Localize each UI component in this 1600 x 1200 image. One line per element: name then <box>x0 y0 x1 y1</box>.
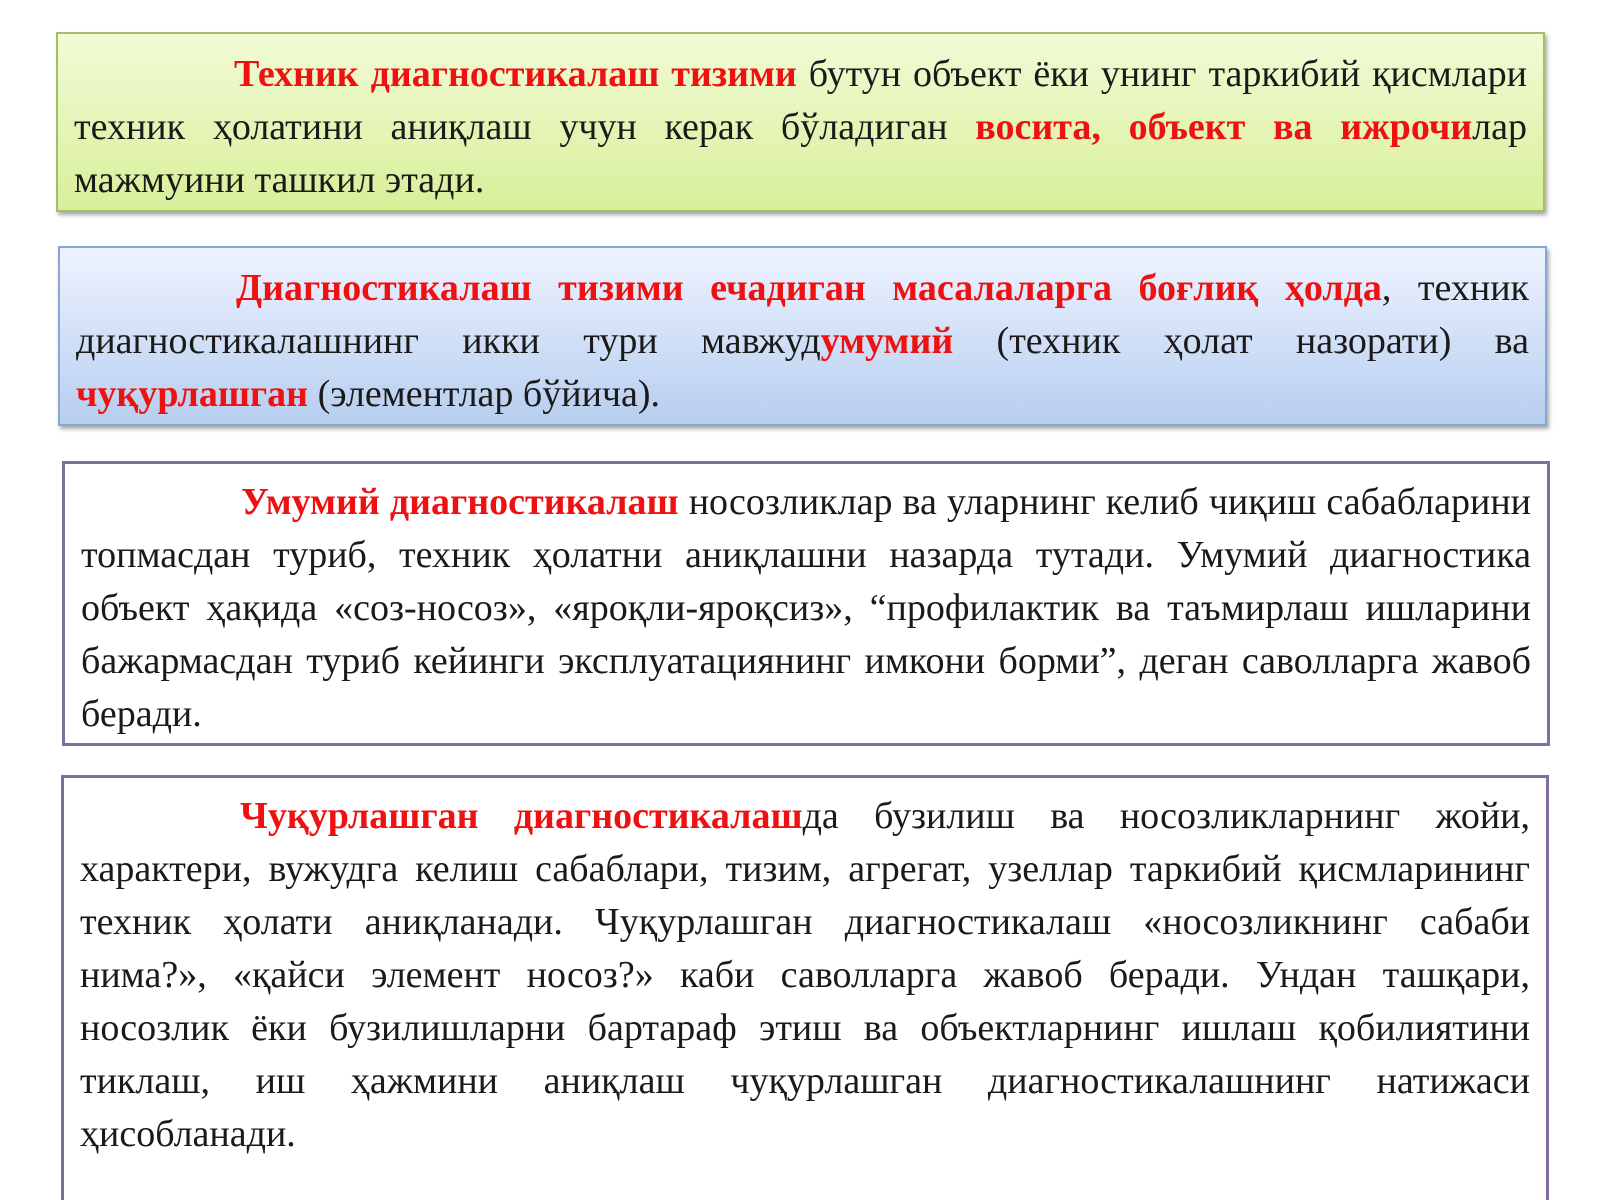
definition-box-types <box>58 246 1547 426</box>
definition-paragraph <box>80 790 1530 1161</box>
body-text: , техник диагностикалашнинг икки тури мавжуд <box>76 267 1529 362</box>
highlight-term: Техник диагностикалаш тизими <box>234 53 797 95</box>
definition-box-general <box>62 461 1550 746</box>
body-text: лар мажмуини ташкил этади. <box>74 106 1528 201</box>
body-text: бутун объект ёки унинг таркибий қисмлари техник ҳолатини аниқлаш учун керак бўладиган <box>74 53 1527 148</box>
highlight-term: Умумий диагностикалаш <box>241 481 679 523</box>
definition-box-system <box>56 32 1545 212</box>
body-text: (элементлар бўйича). <box>308 373 661 415</box>
highlight-term: восита, объект ва ижрочи <box>975 106 1473 148</box>
highlight-term: чуқурлашган <box>76 373 309 415</box>
definition-box-deep <box>61 775 1549 1200</box>
definition-paragraph <box>81 476 1531 741</box>
highlight-term: Чуқурлашган диагностикалаш <box>240 795 803 837</box>
highlight-term: умумий <box>820 320 954 362</box>
body-text: носозликлар ва уларнинг келиб чиқиш сабабларини топмасдан туриб, техник ҳолатни аниқлашни назарда тутади. Умумий диагностика объект ҳақида «соз-носоз», «яроқли-яроқсиз», “профилактик ва таъмирлаш ишларини бажармасдан туриб кейинги эксплуатациянинг имкони борми”, деган саволларга жавоб беради. <box>81 481 1532 735</box>
body-text: (техник ҳолат назорати) ва <box>953 320 1529 362</box>
definition-paragraph <box>76 262 1529 421</box>
highlight-term: Диагностикалаш тизими ечадиган масалаларга боғлиқ ҳолда <box>236 267 1382 309</box>
definition-paragraph <box>74 48 1527 207</box>
body-text: да бузилиш ва носозликларнинг жойи, характери, вужудга келиш сабаблари, тизим, агрегат, узеллар таркибий қисмларининг техник ҳолати аниқланади. Чуқурлашган диагностикалаш «носозликнинг сабаби нима?», «қайси элемент носоз?» каби саволларга жавоб беради. Ундан ташқари, носозлик ёки бузилишларни бартараф этиш ва объектларнинг ишлаш қобилиятини тиклаш, иш ҳажмини аниқлаш чуқурлашган диагностикалашнинг натижаси ҳисобланади. <box>80 795 1530 1155</box>
